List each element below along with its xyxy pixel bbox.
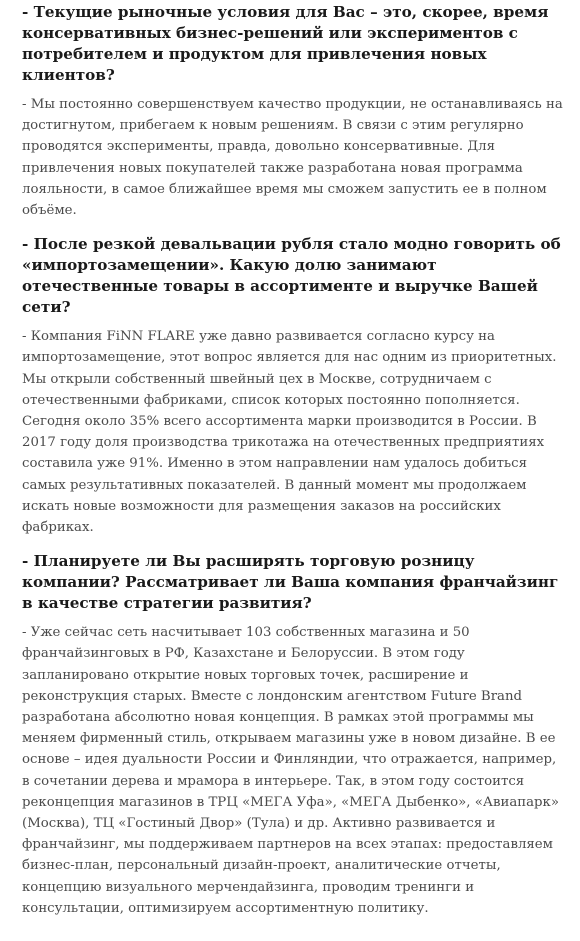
question-2: - После резкой девальвации рубля стало модно говорить об «импортозамещении». Какую долю занимают отечественные товары в ассортименте и выручке Вашей сети? — [22, 235, 561, 317]
question-1: - Текущие рыночные условия для Вас – это, скорее, время консервативных бизнес-решений или экспериментов с потребителем и продуктом для привлечения новых клиентов? — [22, 3, 549, 84]
question-3: - Планируете ли Вы расширять торговую розницу компании? Рассматривает ли Ваша компания франчайзинг в качестве стратегии развития? — [22, 552, 559, 613]
answer-1: - Мы постоянно совершенствуем качество продукции, не останавливаясь на достигнутом, прибегаем к новым решениям. В связи с этим регулярно проводятся эксперименты, правда, довольно консервативные. Для привлечения новых покупателей также разработана новая программа лояльности, в самое ближайшее время мы сможем запустить ее в полном объёме. — [22, 97, 563, 219]
answer-3: - Уже сейчас сеть насчитывает 103 собственных магазина и 50 франчайзинговых в РФ, Казахстане и Белоруссии. В этом году запланировано открытие новых торговых точек, расширение и реконструкция старых. Вместе с лондонским агентством Future Brand разработана абсолютно новая концепция. В рамках этой программы мы меняем фирменный стиль, открываем магазины уже в новом дизайне. В ее основе – идея дуальности России и Финляндии, что отражается, например, в сочетании дерева и мрамора в интерьере. Так, в этом году состоится реконцепция магазинов в ТРЦ «МЕГА Уфа», «МЕГА Дыбенко», «Авиапарк» (Москва), ТЦ «Гостиный Двор» (Тула) и др. Активно развивается и франчайзинг, мы поддерживаем партнеров на всех этапах: предоставляем бизнес-план, персональный дизайн-проект, аналитические отчеты, концепцию визуального мерчендайзинга, проводим тренинги и консультации, оптимизируем ассортиментную политику. — [22, 625, 559, 916]
answer-2: - Компания FiNN FLARE уже давно развивается согласно курсу на импортозамещение, этот вопрос является для нас одним из приоритетных. Мы открыли собственный швейный цех в Москве, сотрудничаем с отечественными фабриками, список которых постоянно пополняется. Сегодня около 35% всего ассортимента марки производится в России. В 2017 году доля производства трикотажа на отечественных предприятиях составила уже 91%. Именно в этом направлении нам удалось добиться самых результативных показателей. В данный момент мы продолжаем искать новые возможности для размещения заказов на российских фабриках. — [22, 329, 557, 536]
